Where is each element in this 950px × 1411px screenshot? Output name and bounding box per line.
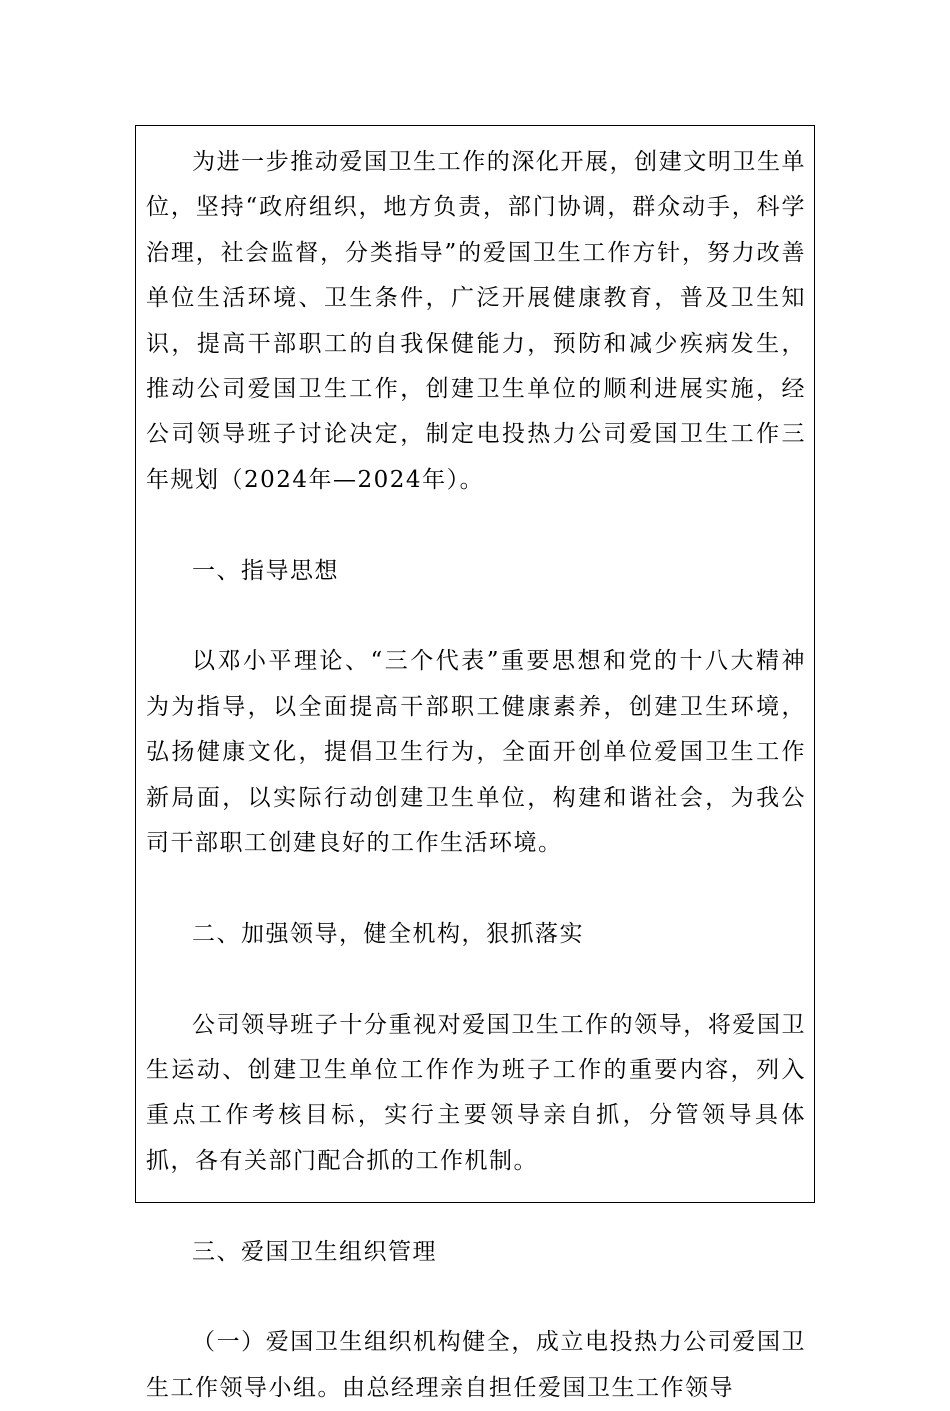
- section-3-heading: 三、爱国卫生组织管理: [192, 1238, 437, 1265]
- document-body: [146, 140, 806, 1411]
- intro-paragraph: 为进一步推动爱国卫生工作的深化开展，创建文明卫生单位，坚持“政府组织，地方负责，部门协调，群众动手，科学治理，社会监督，分类指导”的爱国卫生工作方针，努力改善单位生活环境、卫生条件，广泛开展健康教育，普及卫生知识，提高干部职工的自我保健能力，预防和减少疾病发生，推动公司爱国卫生工作，创建卫生单位的顺利进展实施，经公司领导班子讨论决定，制定电投热力公司爱国卫生工作三年规划（2024年—2024年）。: [146, 149, 806, 493]
- section-2-heading: 二、加强领导，健全机构，狠抓落实: [192, 920, 584, 947]
- document-frame: [135, 125, 815, 1401]
- section-3-item-1: （一）爱国卫生组织机构健全，成立电投热力公司爱国卫生工作领导小组。由总经理亲自担任爱国卫生工作领导: [146, 1329, 806, 1401]
- section-1-heading: 一、指导思想: [192, 557, 339, 584]
- section-1-paragraph: 以邓小平理论、“三个代表”重要思想和党的十八大精神为为指导，以全面提高干部职工健康素养，创建卫生环境，弘扬健康文化，提倡卫生行为，全面开创单位爱国卫生工作新局面，以实际行动创建卫生单位，构建和谐社会，为我公司干部职工创建良好的工作生活环境。: [146, 648, 806, 857]
- section-2-paragraph: 公司领导班子十分重视对爱国卫生工作的领导，将爱国卫生运动、创建卫生单位工作作为班子工作的重要内容，列入重点工作考核目标，实行主要领导亲自抓，分管领导具体抓，各有关部门配合抓的工作机制。: [146, 1011, 806, 1174]
